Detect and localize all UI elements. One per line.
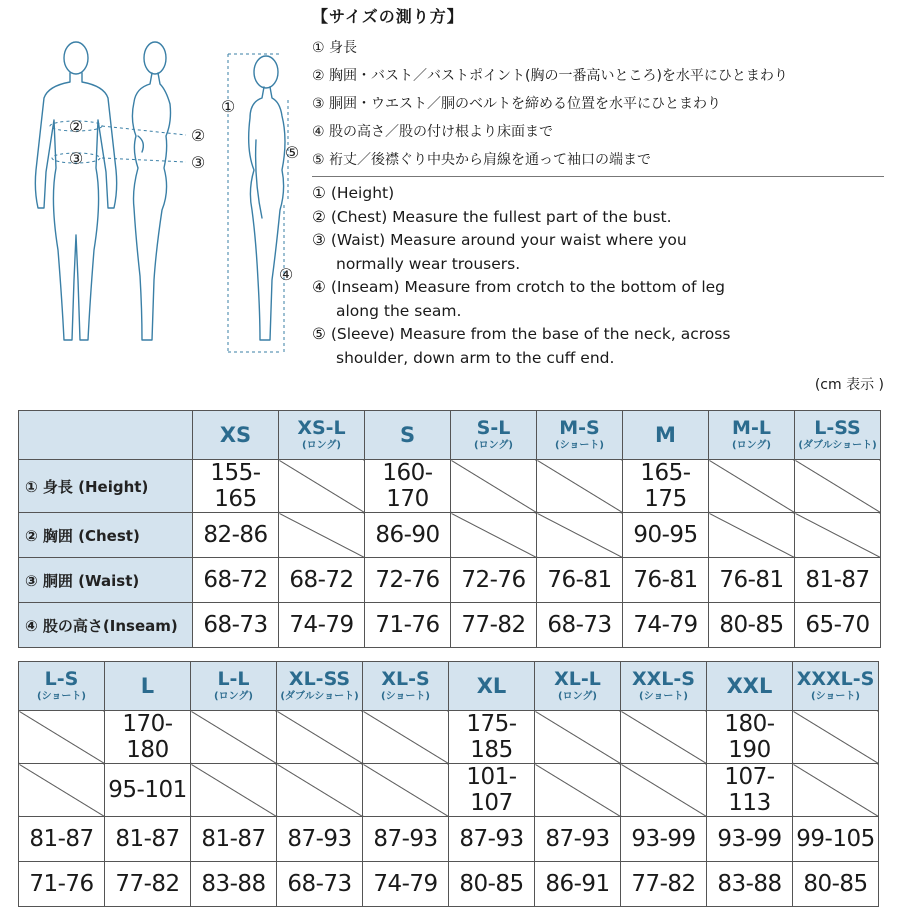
size-value: 90-95 bbox=[623, 513, 709, 558]
size-value: 101-107 bbox=[449, 764, 535, 817]
size-header-label: L-SS bbox=[814, 417, 861, 439]
table-row bbox=[19, 558, 881, 603]
empty-cell bbox=[451, 513, 537, 558]
header-corner bbox=[19, 411, 193, 460]
size-header bbox=[277, 662, 363, 711]
size-value: 87-93 bbox=[535, 817, 621, 862]
empty-cell bbox=[277, 711, 363, 764]
marker-chest: ② bbox=[68, 117, 84, 136]
size-header-sub: (ショート) bbox=[555, 440, 604, 451]
en-item bbox=[312, 206, 892, 230]
size-table-bottom bbox=[18, 661, 879, 907]
table-row bbox=[19, 817, 879, 862]
size-header-sub: (ロング) bbox=[214, 691, 253, 702]
size-header-label: L-L bbox=[217, 668, 250, 690]
size-value: 76-81 bbox=[537, 558, 623, 603]
size-header-label: XXXL-S bbox=[796, 668, 875, 690]
size-header-label: L-S bbox=[44, 668, 79, 690]
empty-cell bbox=[279, 460, 365, 513]
table-header-row bbox=[19, 411, 881, 460]
size-value: 76-81 bbox=[709, 558, 795, 603]
size-value: 80-85 bbox=[709, 603, 795, 648]
size-header bbox=[709, 411, 795, 460]
row-label: ① 身長 (Height) bbox=[19, 460, 193, 513]
size-value: 93-99 bbox=[707, 817, 793, 862]
size-value: 81-87 bbox=[19, 817, 105, 862]
size-value: 77-82 bbox=[105, 862, 191, 907]
size-value: 71-76 bbox=[19, 862, 105, 907]
size-header-sub: (ダブルショート) bbox=[798, 440, 877, 451]
size-value: 180-190 bbox=[707, 711, 793, 764]
size-header-sub: (ロング) bbox=[732, 440, 771, 451]
size-value: 165-175 bbox=[623, 460, 709, 513]
size-header bbox=[279, 411, 365, 460]
size-header-label: XS-L bbox=[297, 417, 346, 439]
empty-cell bbox=[621, 764, 707, 817]
jp-item-waist: ③ 胴囲・ウエスト／胴のベルトを締める位置を水平にひとまわり bbox=[312, 96, 721, 112]
size-header-sub: (ショート) bbox=[811, 691, 860, 702]
jp-item-sleeve: ⑤ 裄丈／後襟ぐり中央から肩線を通って袖口の端まで bbox=[312, 152, 651, 168]
size-header-label: XS bbox=[219, 422, 252, 447]
size-header-sub: (ショート) bbox=[639, 691, 688, 702]
size-header-sub: (ショート) bbox=[37, 691, 86, 702]
size-header-label: XXL-S bbox=[632, 668, 695, 690]
empty-cell bbox=[537, 513, 623, 558]
size-header bbox=[621, 662, 707, 711]
table-row bbox=[19, 513, 881, 558]
size-value: 82-86 bbox=[193, 513, 279, 558]
size-header bbox=[707, 662, 793, 711]
size-value: 81-87 bbox=[105, 817, 191, 862]
en-item-line: ⑤ (Sleeve) Measure from the base of the neck, across bbox=[312, 325, 731, 343]
size-header bbox=[451, 411, 537, 460]
empty-cell bbox=[19, 711, 105, 764]
size-header-label: S bbox=[399, 422, 416, 447]
size-header bbox=[623, 411, 709, 460]
size-value: 68-72 bbox=[193, 558, 279, 603]
row-label: ④ 股の高さ(Inseam) bbox=[19, 603, 193, 648]
table-row bbox=[19, 764, 879, 817]
en-item bbox=[312, 182, 892, 206]
en-item-line: ④ (Inseam) Measure from crotch to the bottom of leg bbox=[312, 278, 726, 296]
units-note: (cm 表示 ) bbox=[814, 377, 884, 393]
size-value: 74-79 bbox=[623, 603, 709, 648]
size-header bbox=[105, 662, 191, 711]
table-row bbox=[19, 711, 879, 764]
size-header bbox=[365, 411, 451, 460]
marker-inseam: ④ bbox=[278, 265, 294, 284]
empty-cell bbox=[621, 711, 707, 764]
marker-waist-side: ③ bbox=[190, 153, 206, 172]
empty-cell bbox=[537, 460, 623, 513]
size-value: 68-73 bbox=[537, 603, 623, 648]
table-row bbox=[19, 603, 881, 648]
size-value: 81-87 bbox=[191, 817, 277, 862]
size-value: 87-93 bbox=[277, 817, 363, 862]
marker-chest-side: ② bbox=[190, 126, 206, 145]
size-header-label: XXL bbox=[726, 673, 773, 698]
size-header-label: S-L bbox=[476, 417, 511, 439]
size-header-label: L bbox=[140, 673, 155, 698]
empty-cell bbox=[191, 711, 277, 764]
jp-item-height: ① 身長 bbox=[312, 40, 358, 56]
size-header-label: M bbox=[655, 422, 676, 447]
marker-waist: ③ bbox=[68, 149, 84, 168]
size-value: 155-165 bbox=[193, 460, 279, 513]
size-value: 74-79 bbox=[279, 603, 365, 648]
size-header-label: XL bbox=[476, 673, 507, 698]
empty-cell bbox=[277, 764, 363, 817]
size-header bbox=[193, 411, 279, 460]
size-value: 72-76 bbox=[365, 558, 451, 603]
section-title: 【サイズの測り方】 bbox=[312, 7, 464, 26]
en-item bbox=[312, 229, 892, 276]
size-value: 65-70 bbox=[795, 603, 881, 648]
size-value: 71-76 bbox=[365, 603, 451, 648]
size-value: 160-170 bbox=[365, 460, 451, 513]
empty-cell bbox=[793, 711, 879, 764]
en-item-line: normally wear trousers. bbox=[336, 254, 521, 273]
size-value: 83-88 bbox=[191, 862, 277, 907]
size-value: 80-85 bbox=[449, 862, 535, 907]
size-value: 83-88 bbox=[707, 862, 793, 907]
size-header-label: M-S bbox=[559, 417, 600, 439]
size-value: 81-87 bbox=[795, 558, 881, 603]
marker-height: ① bbox=[220, 97, 236, 116]
empty-cell bbox=[363, 764, 449, 817]
en-item-line: ③ (Waist) Measure around your waist where you bbox=[312, 231, 687, 249]
size-header-label: XL-SS bbox=[288, 668, 351, 690]
size-header bbox=[449, 662, 535, 711]
size-header-sub: (ロング) bbox=[302, 440, 341, 451]
en-item-line: ① (Height) bbox=[312, 184, 395, 202]
empty-cell bbox=[451, 460, 537, 513]
size-value: 68-72 bbox=[279, 558, 365, 603]
empty-cell bbox=[709, 460, 795, 513]
empty-cell bbox=[535, 711, 621, 764]
empty-cell bbox=[795, 513, 881, 558]
size-value: 170-180 bbox=[105, 711, 191, 764]
en-instructions bbox=[312, 182, 892, 370]
jp-item-inseam: ④ 股の高さ／股の付け根より床面まで bbox=[312, 124, 553, 140]
table-row bbox=[19, 460, 881, 513]
size-header-label: XL-L bbox=[554, 668, 601, 690]
divider bbox=[312, 176, 884, 177]
size-value: 93-99 bbox=[621, 817, 707, 862]
size-value: 72-76 bbox=[451, 558, 537, 603]
en-item-line: along the seam. bbox=[336, 301, 462, 320]
jp-instructions bbox=[312, 34, 892, 174]
size-header-label: M-L bbox=[732, 417, 771, 439]
size-value: 74-79 bbox=[363, 862, 449, 907]
size-header bbox=[363, 662, 449, 711]
marker-sleeve: ⑤ bbox=[284, 143, 300, 162]
en-item-line: shoulder, down arm to the cuff end. bbox=[336, 348, 615, 367]
empty-cell bbox=[19, 764, 105, 817]
row-label: ③ 胴囲 (Waist) bbox=[19, 558, 193, 603]
size-value: 99-105 bbox=[793, 817, 879, 862]
size-header bbox=[793, 662, 879, 711]
empty-cell bbox=[795, 460, 881, 513]
size-header bbox=[537, 411, 623, 460]
size-value: 68-73 bbox=[193, 603, 279, 648]
size-value: 175-185 bbox=[449, 711, 535, 764]
size-header bbox=[795, 411, 881, 460]
en-item bbox=[312, 323, 892, 370]
empty-cell bbox=[279, 513, 365, 558]
front-figure-icon bbox=[35, 42, 116, 340]
size-header-sub: (ロング) bbox=[474, 440, 513, 451]
row-label: ② 胸囲 (Chest) bbox=[19, 513, 193, 558]
table-header-row bbox=[19, 662, 879, 711]
size-value: 86-90 bbox=[365, 513, 451, 558]
size-value: 86-91 bbox=[535, 862, 621, 907]
empty-cell bbox=[363, 711, 449, 764]
size-header bbox=[191, 662, 277, 711]
jp-item-chest: ② 胸囲・バスト／バストポイント(胸の一番高いところ)を水平にひとまわり bbox=[312, 68, 788, 84]
size-value: 68-73 bbox=[277, 862, 363, 907]
size-value: 77-82 bbox=[451, 603, 537, 648]
body-measurement-figure bbox=[18, 40, 308, 365]
empty-cell bbox=[709, 513, 795, 558]
en-item bbox=[312, 276, 892, 323]
size-value: 87-93 bbox=[363, 817, 449, 862]
empty-cell bbox=[793, 764, 879, 817]
empty-cell bbox=[535, 764, 621, 817]
size-value: 77-82 bbox=[621, 862, 707, 907]
size-value: 95-101 bbox=[105, 764, 191, 817]
size-header-label: XL-S bbox=[381, 668, 430, 690]
size-value: 107-113 bbox=[707, 764, 793, 817]
size-table-top bbox=[18, 410, 881, 648]
profile-figure-icon bbox=[249, 56, 285, 340]
size-header-sub: (ロング) bbox=[558, 691, 597, 702]
en-item-line: ② (Chest) Measure the fullest part of the bust. bbox=[312, 207, 672, 226]
size-value: 76-81 bbox=[623, 558, 709, 603]
side-figure-icon bbox=[132, 42, 170, 340]
size-value: 87-93 bbox=[449, 817, 535, 862]
size-header bbox=[19, 662, 105, 711]
empty-cell bbox=[191, 764, 277, 817]
size-header bbox=[535, 662, 621, 711]
size-value: 80-85 bbox=[793, 862, 879, 907]
size-header-sub: (ダブルショート) bbox=[280, 691, 359, 702]
size-header-sub: (ショート) bbox=[381, 691, 430, 702]
